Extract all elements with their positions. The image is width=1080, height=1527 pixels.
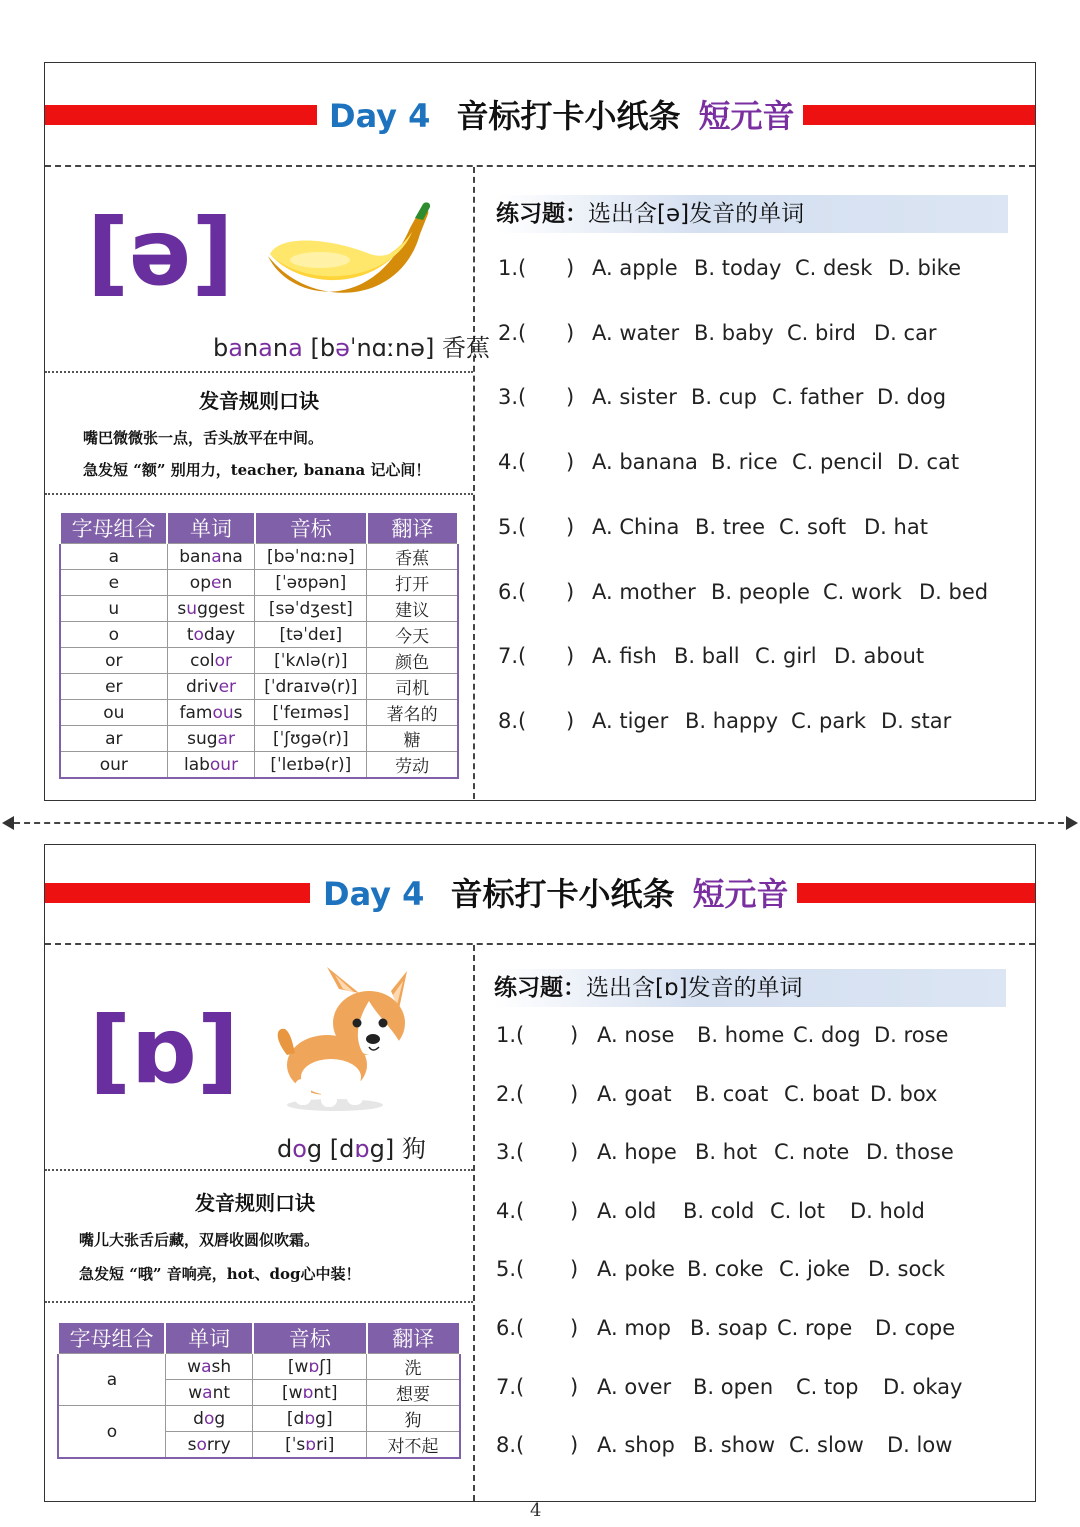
word-cell: color	[167, 648, 255, 674]
phonics-table	[57, 1321, 461, 1459]
answer-blank-close: )	[566, 450, 575, 475]
word-cell: banana	[167, 544, 255, 570]
option-c[interactable]: C. work	[823, 579, 902, 604]
letter-combo-cell: e	[60, 570, 167, 596]
question-item	[498, 447, 998, 477]
ipa-cell: [ˈsɒri]	[253, 1432, 367, 1459]
answer-blank-close: )	[566, 514, 575, 539]
option-c[interactable]: C. lot	[770, 1198, 825, 1223]
answer-blank-close: )	[566, 579, 575, 604]
red-bar-left	[45, 105, 317, 125]
option-b[interactable]: B. coke	[687, 1257, 764, 1282]
option-a[interactable]: A. banana	[592, 450, 698, 475]
letter-combo-cell: u	[60, 596, 167, 622]
word-cell: wash	[165, 1354, 253, 1380]
page-number: 4	[530, 1500, 542, 1521]
phonics-card-short-o	[44, 844, 1036, 1502]
option-a[interactable]: A. goat	[597, 1081, 672, 1106]
translation-cell: 司机	[367, 674, 458, 700]
question-number: 8.(	[498, 708, 527, 733]
option-c[interactable]: C. slow	[789, 1433, 864, 1458]
translation-cell: 香蕉	[367, 544, 458, 570]
option-b[interactable]: B. rice	[711, 450, 778, 475]
letter-combo-cell: a	[58, 1354, 165, 1406]
option-b[interactable]: B. ball	[674, 644, 740, 669]
answer-blank-close: )	[570, 1081, 579, 1106]
cut-line	[4, 822, 1074, 824]
table-row	[60, 570, 458, 596]
ipa-cell: [wɒʃ]	[253, 1354, 367, 1380]
option-b[interactable]: B. cup	[691, 385, 757, 410]
word-cell: want	[165, 1380, 253, 1406]
option-d[interactable]: D. those	[866, 1140, 954, 1165]
rule-line-2: 急发短 “哦” 音响亮，hot、dog心中装！	[79, 1265, 361, 1283]
rule-line-1: 嘴儿大张舌后藏，双唇收圆似吹霜。	[79, 1231, 320, 1249]
divider-h	[45, 165, 1035, 167]
word-cell: sugar	[167, 726, 255, 752]
table-row	[60, 726, 458, 752]
option-c[interactable]: C. girl	[755, 644, 817, 669]
table-row	[58, 1354, 460, 1380]
exercise-title: 练习题：选出含[ə]发音的单词	[496, 195, 1008, 233]
word-cell: dog	[165, 1406, 253, 1432]
table-row	[60, 596, 458, 622]
word-cell: driver	[167, 674, 255, 700]
phonetic-symbol: [ɒ]	[89, 997, 239, 1104]
card-title	[323, 867, 788, 921]
option-b[interactable]: B. soap	[690, 1316, 768, 1340]
option-b[interactable]: B. today	[694, 256, 782, 280]
letter-combo-cell: er	[60, 674, 167, 700]
question-item	[498, 577, 998, 607]
title-text: 音标打卡小纸条	[450, 875, 675, 913]
option-c[interactable]: C. top	[796, 1374, 859, 1399]
table-header-row	[60, 512, 458, 544]
letter-combo-cell: o	[58, 1406, 165, 1459]
option-b[interactable]: B. baby	[694, 320, 774, 345]
exercise-title: 练习题：选出含[ɒ]发音的单词	[494, 969, 1006, 1007]
translation-cell: 今天	[367, 622, 458, 648]
divider-v	[473, 167, 475, 799]
ipa-cell: [səˈdʒest]	[255, 596, 367, 622]
question-item	[498, 318, 998, 348]
question-item	[496, 1430, 996, 1460]
option-a[interactable]: A. mop	[597, 1316, 671, 1340]
example-translation: 香蕉	[441, 334, 490, 362]
title-text: 音标打卡小纸条	[456, 97, 681, 135]
translation-cell: 劳动	[367, 752, 458, 779]
ipa-cell: [dɒg]	[253, 1406, 367, 1432]
subtitle-text: 短元音	[692, 875, 789, 913]
subtitle-text: 短元音	[698, 97, 795, 135]
option-d[interactable]: D. hat	[864, 514, 928, 539]
answer-blank-close: )	[566, 385, 575, 410]
question-item	[496, 1313, 996, 1343]
answer-blank-close: )	[570, 1257, 579, 1282]
option-a[interactable]: A. shop	[597, 1433, 675, 1458]
question-number: 8.(	[496, 1433, 525, 1458]
answer-blank-close: )	[570, 1023, 579, 1047]
word-cell: today	[167, 622, 255, 648]
option-c[interactable]: C. joke	[779, 1257, 851, 1282]
table-row	[60, 544, 458, 570]
question-item	[498, 706, 998, 736]
option-d[interactable]: D. rose	[874, 1023, 949, 1047]
card-title	[329, 89, 794, 143]
letter-combo-cell: o	[60, 622, 167, 648]
word-cell: famous	[167, 700, 255, 726]
option-d[interactable]: D. okay	[883, 1374, 963, 1399]
question-item	[496, 1020, 996, 1050]
column-header: 字母组合	[60, 512, 167, 544]
word-cell: suggest	[167, 596, 255, 622]
option-b[interactable]: B. people	[711, 579, 810, 604]
option-a[interactable]: A. old	[597, 1198, 657, 1223]
option-a[interactable]: A. water	[592, 320, 680, 345]
translation-cell: 对不起	[367, 1432, 460, 1459]
answer-blank-close: )	[566, 644, 575, 669]
question-number: 7.(	[496, 1374, 525, 1399]
translation-cell: 洗	[367, 1354, 460, 1380]
day-label: Day 4	[329, 97, 431, 135]
rule-line-2: 急发短 “额” 别用力，teacher, banana 记心间！	[83, 461, 431, 479]
word-cell: labour	[167, 752, 255, 779]
red-bar-right	[797, 883, 1035, 903]
question-number: 3.(	[496, 1140, 525, 1165]
question-item	[498, 382, 998, 412]
question-number: 6.(	[496, 1316, 525, 1340]
question-number: 2.(	[496, 1081, 525, 1106]
ipa-cell: [ˈfeɪməs]	[255, 700, 367, 726]
question-number: 6.(	[498, 579, 527, 604]
option-d[interactable]: D. sock	[868, 1257, 946, 1282]
example-ipa: [dɒg]	[329, 1135, 395, 1163]
option-d[interactable]: D. bed	[919, 579, 989, 604]
option-c[interactable]: C. boat	[784, 1081, 860, 1106]
question-number: 4.(	[498, 450, 527, 475]
ipa-cell: [ˈəʊpən]	[255, 570, 367, 596]
arrow-right-icon	[1066, 816, 1078, 830]
option-c[interactable]: C. park	[791, 708, 867, 733]
option-b[interactable]: B. hot	[695, 1140, 758, 1165]
red-bar-left	[45, 883, 310, 903]
ipa-cell: [ˈkʌlə(r)]	[255, 648, 367, 674]
example-word: banana [bəˈnɑːnə] 香蕉	[213, 334, 490, 362]
option-a[interactable]: A. tiger	[592, 708, 669, 733]
question-item	[496, 1079, 996, 1109]
question-item	[496, 1254, 996, 1284]
rule-title: 发音规则口诀	[199, 389, 319, 413]
table-header-row	[58, 1322, 460, 1354]
answer-blank-close: )	[570, 1433, 579, 1458]
translation-cell: 糖	[367, 726, 458, 752]
answer-blank-close: )	[570, 1140, 579, 1165]
answer-blank-close: )	[566, 708, 575, 733]
ipa-cell: [ˈʃʊgə(r)]	[255, 726, 367, 752]
option-d[interactable]: D. car	[874, 320, 937, 345]
ipa-cell: [bəˈnɑːnə]	[255, 544, 367, 570]
option-a[interactable]: A. nose	[597, 1023, 675, 1047]
option-a[interactable]: A. China	[592, 514, 680, 539]
column-header: 翻译	[367, 512, 458, 544]
question-item	[498, 512, 998, 542]
column-header: 单词	[167, 512, 255, 544]
option-a[interactable]: A. sister	[592, 385, 677, 410]
column-header: 音标	[253, 1322, 367, 1354]
dotted-divider	[45, 1301, 473, 1303]
option-d[interactable]: D. low	[887, 1433, 953, 1458]
dotted-divider	[45, 493, 473, 495]
option-a[interactable]: A. over	[597, 1374, 672, 1399]
letter-combo-cell: our	[60, 752, 167, 779]
option-b[interactable]: B. tree	[695, 514, 766, 539]
question-item	[498, 253, 998, 283]
option-a[interactable]: A. mother	[592, 579, 696, 604]
option-b[interactable]: B. open	[693, 1374, 774, 1399]
table-row	[60, 700, 458, 726]
divider-h	[45, 943, 1035, 945]
ipa-cell: [wɒnt]	[253, 1380, 367, 1406]
option-b[interactable]: B. coat	[695, 1081, 769, 1106]
table-row	[60, 648, 458, 674]
example-word: dog [dɒg] 狗	[277, 1135, 426, 1163]
ipa-cell: [ˈleɪbə(r)]	[255, 752, 367, 779]
option-c[interactable]: C. pencil	[792, 450, 883, 475]
phonics-card-schwa	[44, 62, 1036, 801]
arrow-left-icon	[2, 816, 14, 830]
letter-combo-cell: or	[60, 648, 167, 674]
answer-blank-close: )	[570, 1198, 579, 1223]
table-row	[60, 622, 458, 648]
question-item	[496, 1196, 996, 1226]
answer-blank-close: )	[570, 1374, 579, 1399]
phonics-table	[59, 511, 459, 779]
translation-cell: 著名的	[367, 700, 458, 726]
question-number: 2.(	[498, 320, 527, 345]
translation-cell: 建议	[367, 596, 458, 622]
table-row	[60, 752, 458, 779]
question-number: 1.(	[498, 256, 527, 280]
option-d[interactable]: D. hold	[850, 1198, 925, 1223]
option-c[interactable]: C. father	[772, 385, 864, 410]
option-d[interactable]: D. dog	[877, 385, 947, 410]
question-number: 4.(	[496, 1198, 525, 1223]
column-header: 字母组合	[58, 1322, 165, 1354]
card-header	[45, 89, 1035, 143]
table-row	[58, 1406, 460, 1432]
option-d[interactable]: D. cope	[875, 1316, 956, 1340]
option-c[interactable]: C. rope	[777, 1316, 853, 1340]
question-item	[496, 1137, 996, 1167]
translation-cell: 打开	[367, 570, 458, 596]
red-bar-right	[803, 105, 1035, 125]
answer-blank-close: )	[570, 1316, 579, 1340]
banana-icon	[260, 198, 432, 310]
question-item	[498, 641, 998, 671]
letter-combo-cell: ar	[60, 726, 167, 752]
option-d[interactable]: D. star	[881, 708, 952, 733]
option-b[interactable]: B. happy	[685, 708, 779, 733]
option-c[interactable]: C. bird	[787, 320, 856, 345]
column-header: 单词	[165, 1322, 253, 1354]
option-d[interactable]: D. cat	[897, 450, 960, 475]
question-number: 7.(	[498, 644, 527, 669]
option-c[interactable]: C. desk	[795, 256, 873, 280]
option-a[interactable]: A. apple	[592, 256, 678, 280]
question-number: 5.(	[496, 1257, 525, 1282]
answer-blank-close: )	[566, 320, 575, 345]
dotted-divider	[45, 1169, 473, 1171]
option-a[interactable]: A. poke	[597, 1257, 675, 1282]
option-c[interactable]: C. note	[774, 1140, 850, 1165]
answer-blank-close: )	[566, 256, 575, 280]
letter-combo-cell: ou	[60, 700, 167, 726]
option-b[interactable]: B. cold	[683, 1198, 755, 1223]
translation-cell: 狗	[367, 1406, 460, 1432]
translation-cell: 想要	[367, 1380, 460, 1406]
dog-icon	[273, 967, 415, 1113]
example-translation: 狗	[401, 1135, 426, 1163]
example-ipa: [bəˈnɑːnə]	[310, 334, 435, 362]
word-cell: sorry	[165, 1432, 253, 1459]
option-a[interactable]: A. hope	[597, 1140, 677, 1165]
rule-title: 发音规则口诀	[195, 1191, 315, 1215]
divider-v	[473, 945, 475, 1501]
letter-combo-cell: a	[60, 544, 167, 570]
option-b[interactable]: B. show	[693, 1433, 776, 1458]
option-d[interactable]: D. about	[834, 644, 925, 669]
option-d[interactable]: D. bike	[888, 256, 962, 280]
word-cell: open	[167, 570, 255, 596]
option-a[interactable]: A. fish	[592, 644, 657, 669]
rule-line-1: 嘴巴微微张一点，舌头放平在中间。	[83, 429, 324, 447]
question-number: 3.(	[498, 385, 527, 410]
option-c[interactable]: C. soft	[779, 514, 847, 539]
ipa-cell: [təˈdeɪ]	[255, 622, 367, 648]
card-header	[45, 867, 1035, 921]
ipa-cell: [ˈdraɪvə(r)]	[255, 674, 367, 700]
translation-cell: 颜色	[367, 648, 458, 674]
question-number: 1.(	[496, 1023, 525, 1047]
phonetic-symbol: [ə]	[87, 199, 234, 306]
question-number: 5.(	[498, 514, 527, 539]
question-item	[496, 1372, 996, 1402]
table-row	[60, 674, 458, 700]
column-header: 翻译	[367, 1322, 460, 1354]
option-b[interactable]: B. home	[697, 1023, 785, 1047]
day-label: Day 4	[323, 875, 425, 913]
option-c[interactable]: C. dog	[793, 1023, 861, 1047]
dotted-divider	[45, 371, 473, 373]
option-d[interactable]: D. box	[870, 1081, 938, 1106]
column-header: 音标	[255, 512, 367, 544]
